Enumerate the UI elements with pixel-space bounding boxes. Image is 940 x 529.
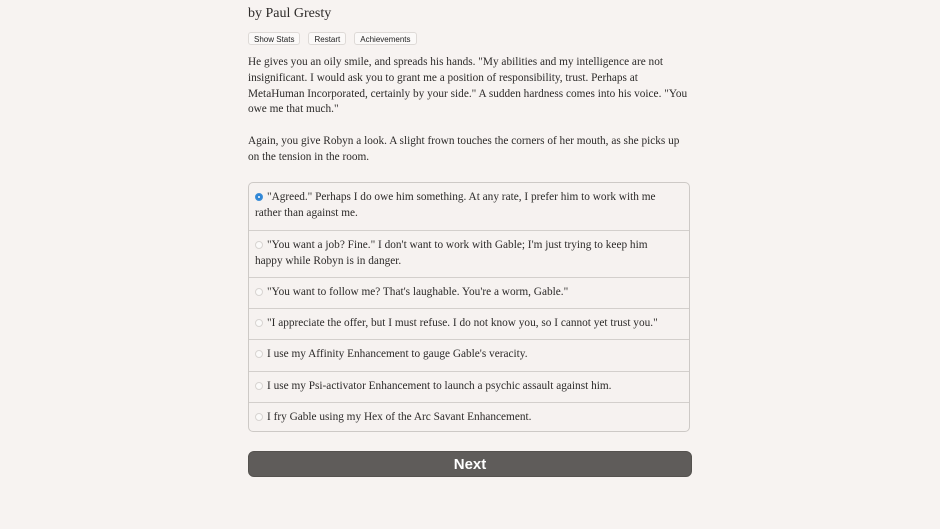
toolbar <box>248 32 417 45</box>
choice-option[interactable] <box>249 277 689 308</box>
next-button[interactable]: Next <box>248 451 692 477</box>
choice-option[interactable] <box>249 183 689 230</box>
choice-option[interactable] <box>249 371 689 402</box>
choice-option[interactable] <box>249 339 689 371</box>
radio-unselected-icon[interactable] <box>255 241 263 249</box>
radio-unselected-icon[interactable] <box>255 319 263 327</box>
radio-unselected-icon[interactable] <box>255 382 263 390</box>
choice-option[interactable] <box>249 230 689 277</box>
radio-unselected-icon[interactable] <box>255 413 263 421</box>
choice-label: "I appreciate the offer, but I must refuse. I do not know you, so I cannot yet trust you." <box>267 317 658 329</box>
radio-unselected-icon[interactable] <box>255 288 263 296</box>
story-paragraph-2: Again, you give Robyn a look. A slight frown touches the corners of her mouth, as she picks up on the tension in the room. <box>248 135 680 163</box>
author-byline: by Paul Gresty <box>248 6 332 21</box>
choice-option[interactable] <box>249 308 689 339</box>
achievements-button[interactable]: Achievements <box>354 32 416 45</box>
radio-unselected-icon[interactable] <box>255 350 263 358</box>
choice-label: I fry Gable using my Hex of the Arc Savant Enhancement. <box>267 411 532 423</box>
choice-label: "You want to follow me? That's laughable. You're a worm, Gable." <box>267 286 569 298</box>
story-paragraph-1: He gives you an oily smile, and spreads his hands. "My abilities and my intelligence are not insignificant. I would ask you to grant me a position of responsibility, trust. Perhaps at MetaHuman Incorporated, certainly by your side." A sudden hardness comes into his voice. "You owe me that much." <box>248 56 688 116</box>
choice-option[interactable] <box>249 402 689 432</box>
choice-label: "You want a job? Fine." I don't want to work with Gable; I'm just trying to keep him happy while Robyn is in danger. <box>255 239 648 267</box>
choice-label: I use my Affinity Enhancement to gauge Gable's veracity. <box>267 348 528 360</box>
choice-list <box>248 182 690 432</box>
choice-label: "Agreed." Perhaps I do owe him something. At any rate, I prefer him to work with me rather than against me. <box>255 191 656 219</box>
show-stats-button[interactable]: Show Stats <box>248 32 300 45</box>
restart-button[interactable]: Restart <box>308 32 346 45</box>
radio-selected-icon[interactable] <box>255 193 263 201</box>
choice-label: I use my Psi-activator Enhancement to launch a psychic assault against him. <box>267 380 612 392</box>
